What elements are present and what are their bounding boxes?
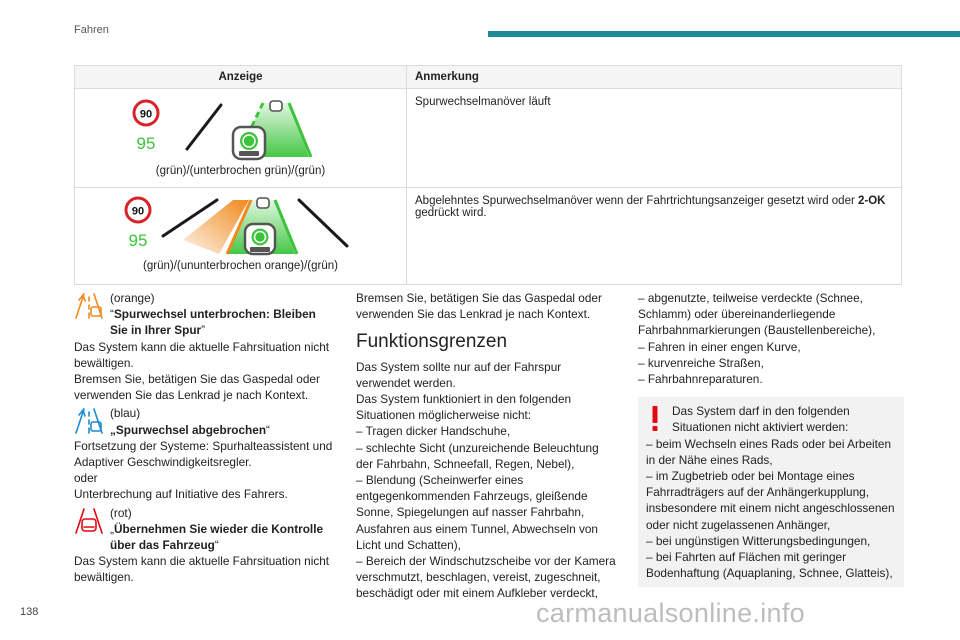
quote-close: “ — [266, 422, 270, 437]
remark-text: Abgelehntes Spurwechselmanöver wenn der Fahrtrichtungsanzeiger gesetzt wird oder — [415, 195, 858, 207]
list-item: – bei Fahrten auf Flächen mit geringer Bodenhaftung (Aquaplaning, Schnee, Glatteis), — [646, 550, 893, 581]
quote-close: ” — [201, 323, 206, 338]
list-item: – Fahren in einer engen Kurve, — [638, 339, 801, 354]
speed-limit-sign-icon — [134, 101, 158, 125]
speed-limit-value: 90 — [131, 205, 144, 218]
table-row — [75, 188, 902, 285]
take-control-red-icon — [74, 507, 104, 535]
blue-status-block — [74, 405, 336, 502]
paragraph: Das System sollte nur auf der Fahrspur verwendet werden. — [356, 359, 562, 390]
status-title-text: „Spurwechsel abgebrochen — [110, 422, 267, 437]
list-item: – Fahrbahnreparaturen. — [638, 372, 763, 387]
status-body: Das System kann die aktuelle Fahrsituation nicht bewältigen. — [74, 554, 330, 585]
table-cell-remark — [407, 89, 902, 188]
lane-change-interrupted-orange-icon — [74, 292, 104, 320]
status-body: Bremsen Sie, betätigen Sie das Gaspedal oder verwenden Sie das Lenkrad je nach Kontext. — [74, 372, 320, 403]
list-item: – Blendung (Scheinwerfer eines entgegenkommenden Fahrzeugs, gleißende Sonne, Spiegelungen auf nasser Fahrbahn, Ausfahren aus einem Tunnel, Abwechseln von Licht und Schatten), — [356, 473, 598, 552]
text-column-2 — [356, 290, 618, 602]
page-number: 138 — [20, 606, 39, 618]
status-title-text: Spurwechsel unterbrochen: Bleiben Sie in Ihrer Spur — [110, 307, 316, 338]
vehicle-ahead-icon — [270, 101, 282, 111]
table-header-row — [75, 66, 902, 89]
status-body: Fortsetzung der Systeme: Spurhalteassistent und Adaptiver Geschwindigkeitsregler. — [74, 438, 333, 470]
current-speed-value: 95 — [136, 134, 155, 153]
remark-text-tail: gedrückt wird. — [415, 207, 487, 219]
current-speed-value: 95 — [128, 231, 147, 250]
lane-change-cancelled-blue-icon — [74, 407, 104, 435]
status-body: oder — [74, 471, 98, 486]
car-icon — [233, 127, 265, 159]
status-title — [110, 422, 336, 438]
watermark: carmanualsonline.info — [536, 598, 805, 628]
list-item: – beim Wechseln eines Rads oder bei Arbeiten in der Nähe eines Rads, — [646, 436, 892, 467]
status-title — [110, 521, 336, 553]
warning-lead: Das System darf in den folgenden Situationen nicht aktiviert werden: — [672, 404, 850, 435]
status-body: Das System kann die aktuelle Fahrsituation nicht bewältigen. — [74, 339, 330, 370]
red-status-block — [74, 505, 336, 586]
status-color-label: (blau) — [110, 406, 141, 421]
car-icon — [245, 224, 275, 254]
display-caption: (grün)/(ununterbrochen orange)/(grün) — [143, 260, 338, 272]
section-heading: Funktionsgrenzen — [356, 331, 508, 353]
remark-button-name: 2-OK — [858, 195, 886, 207]
quote-open: „ — [110, 521, 114, 536]
exclamation-icon — [650, 405, 660, 433]
status-color-label: (orange) — [110, 291, 155, 305]
table-cell-display — [75, 188, 407, 285]
quote-open: “ — [110, 307, 114, 322]
status-color-label: (rot) — [110, 505, 132, 520]
header-accent-bar — [488, 31, 960, 37]
table-header-remark: Anmerkung — [407, 66, 902, 89]
speed-limit-value: 90 — [139, 108, 152, 121]
status-title — [110, 306, 336, 338]
table-cell-remark — [407, 188, 902, 285]
status-body: Unterbrechung auf Initiative des Fahrers. — [74, 487, 288, 502]
list-item: – Bereich der Windschutzscheibe vor der Kamera verschmutzt, beschlagen, vereist, zugeschneit, beschädigt oder mit einem Aufkleber verdeckt, — [356, 554, 616, 601]
list-item: – bei ungünstigen Witterungsbedingungen, — [646, 533, 871, 548]
lane-change-refused-illustration — [123, 196, 359, 258]
table-row — [75, 89, 902, 188]
table-header-display: Anzeige — [75, 66, 407, 89]
text-column-1 — [74, 290, 336, 586]
list-item: – kurvenreiche Straßen, — [638, 355, 764, 370]
list-item: – im Zugbetrieb oder bei Montage eines Fahrradträgers auf der Anhängerkupplung, insbesondere mit einem nicht angeschlossenen oder nicht zugelassenen Anhänger, — [646, 469, 895, 532]
text-column-3 — [638, 290, 904, 587]
paragraph: Bremsen Sie, betätigen Sie das Gaspedal oder verwenden Sie das Lenkrad je nach Kontext. — [356, 291, 602, 322]
remark-text: Spurwechselmanöver läuft — [415, 96, 551, 108]
vehicle-ahead-icon — [257, 198, 269, 208]
orange-status-block — [74, 290, 336, 403]
lane-change-running-illustration — [131, 97, 351, 163]
status-title-text: Übernehmen Sie wieder die Kontrolle über das Fahrzeug — [110, 521, 324, 553]
speed-limit-sign-icon — [126, 198, 150, 222]
display-caption: (grün)/(unterbrochen grün)/(grün) — [155, 165, 326, 177]
paragraph: Das System funktioniert in den folgenden Situationen möglicherweise nicht: — [356, 392, 572, 423]
indicator-table — [74, 65, 902, 285]
list-item: – schlechte Sicht (unzureichende Beleuchtung der Fahrbahn, Schneefall, Regen, Nebel), — [356, 440, 599, 471]
warning-box — [638, 397, 904, 587]
page-header-section: Fahren — [74, 24, 109, 36]
quote-close: “ — [214, 538, 219, 553]
list-item: – Tragen dicker Handschuhe, — [356, 424, 511, 439]
list-item: – abgenutzte, teilweise verdeckte (Schnee, Schlamm) oder übereinanderliegende Fahrbahnmarkierungen (Baustellenbereiche), — [638, 291, 876, 338]
table-cell-display — [75, 89, 407, 188]
